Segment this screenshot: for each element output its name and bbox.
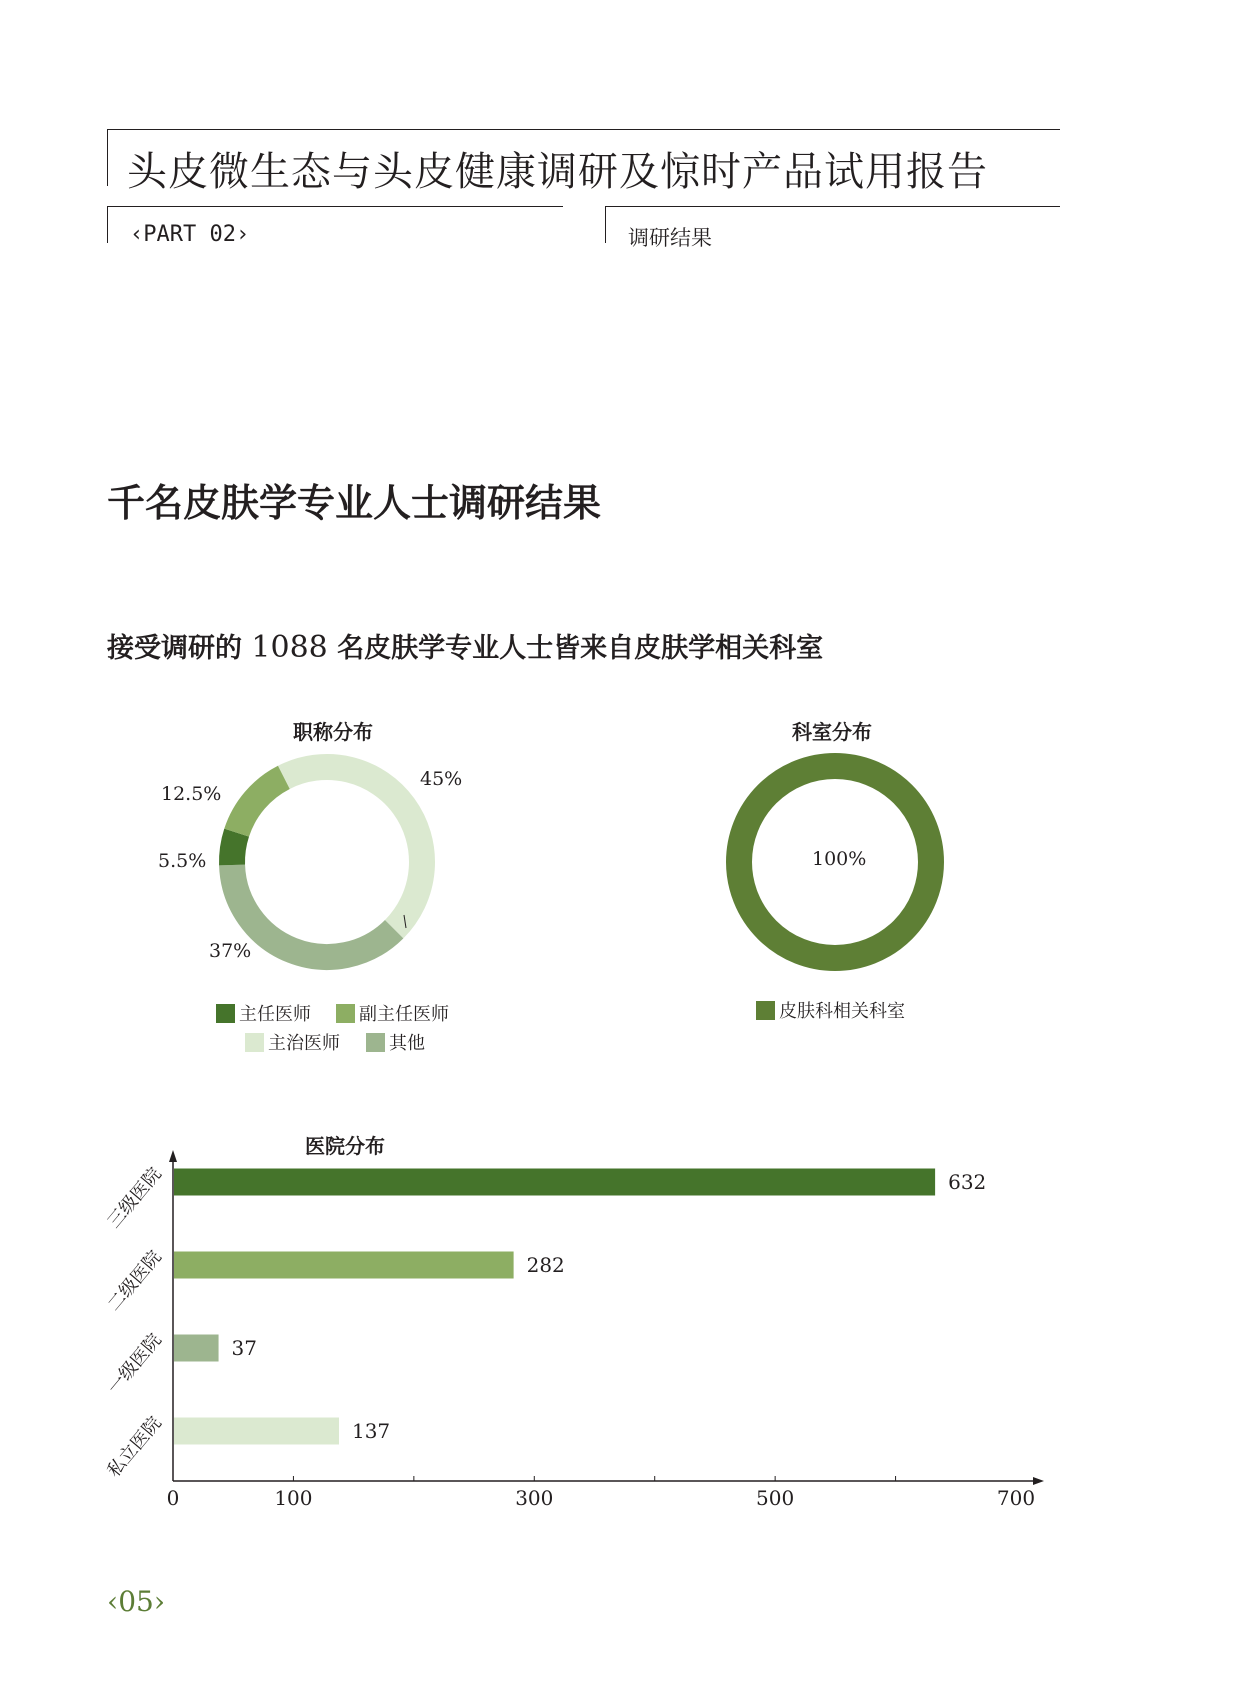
legend-label-chief: 主任医师 bbox=[239, 1004, 311, 1025]
bar-value-label-二级医院: 282 bbox=[526, 1253, 565, 1277]
x-tick-label-700: 700 bbox=[996, 1486, 1036, 1510]
part-label: ‹PART 02› bbox=[130, 222, 250, 247]
category-label-二级医院: 二级医院 bbox=[103, 1246, 166, 1316]
page-number: ‹05› bbox=[107, 1585, 166, 1618]
x-tick-label-500: 500 bbox=[756, 1486, 795, 1510]
legend-label-other: 其他 bbox=[389, 1033, 425, 1054]
bar-二级医院 bbox=[174, 1252, 514, 1279]
legend-label-department: 皮肤科相关科室 bbox=[779, 1001, 905, 1022]
y-axis-arrow bbox=[169, 1150, 177, 1162]
pct-label-attending: 45% bbox=[420, 768, 463, 790]
page-heading: 千名皮肤学专业人士调研结果 bbox=[107, 481, 602, 525]
hospital-chart-title: 医院分布 bbox=[305, 1134, 385, 1158]
x-tick-label-300: 300 bbox=[515, 1486, 554, 1510]
section-label: 调研结果 bbox=[628, 226, 712, 250]
bar-私立医院 bbox=[174, 1418, 339, 1445]
bar-三级医院 bbox=[174, 1169, 935, 1196]
subheading-before: 接受调研的 bbox=[107, 633, 242, 664]
pct-label-department: 100% bbox=[812, 848, 867, 870]
bar-value-label-三级医院: 632 bbox=[948, 1170, 987, 1194]
pct-label-other: 37% bbox=[209, 940, 252, 962]
legend-label-attending: 主治医师 bbox=[268, 1033, 340, 1054]
pct-label-chief: 5.5% bbox=[158, 850, 207, 872]
document-title: 头皮微生态与头皮健康调研及惊时产品试用报告 bbox=[127, 149, 988, 195]
category-label-一级医院: 一级医院 bbox=[103, 1329, 166, 1399]
x-tick-label-0: 0 bbox=[166, 1486, 180, 1510]
category-label-三级医院: 三级医院 bbox=[103, 1163, 166, 1233]
bar-一级医院 bbox=[174, 1335, 219, 1362]
bar-value-label-一级医院: 37 bbox=[231, 1336, 258, 1360]
pct-label-associate-chief: 12.5% bbox=[161, 783, 222, 805]
subheading-after: 名皮肤学专业人士皆来自皮肤学相关科室 bbox=[337, 633, 824, 664]
title-chart-title: 职称分布 bbox=[293, 720, 373, 744]
department-chart-title: 科室分布 bbox=[792, 720, 872, 744]
category-label-私立医院: 私立医院 bbox=[103, 1412, 166, 1482]
bar-value-label-私立医院: 137 bbox=[351, 1419, 391, 1443]
legend-label-associate-chief: 副主任医师 bbox=[359, 1004, 449, 1025]
x-tick-label-100: 100 bbox=[274, 1486, 313, 1510]
x-axis-arrow bbox=[1033, 1477, 1044, 1485]
subheading-number: 1088 bbox=[251, 630, 328, 665]
